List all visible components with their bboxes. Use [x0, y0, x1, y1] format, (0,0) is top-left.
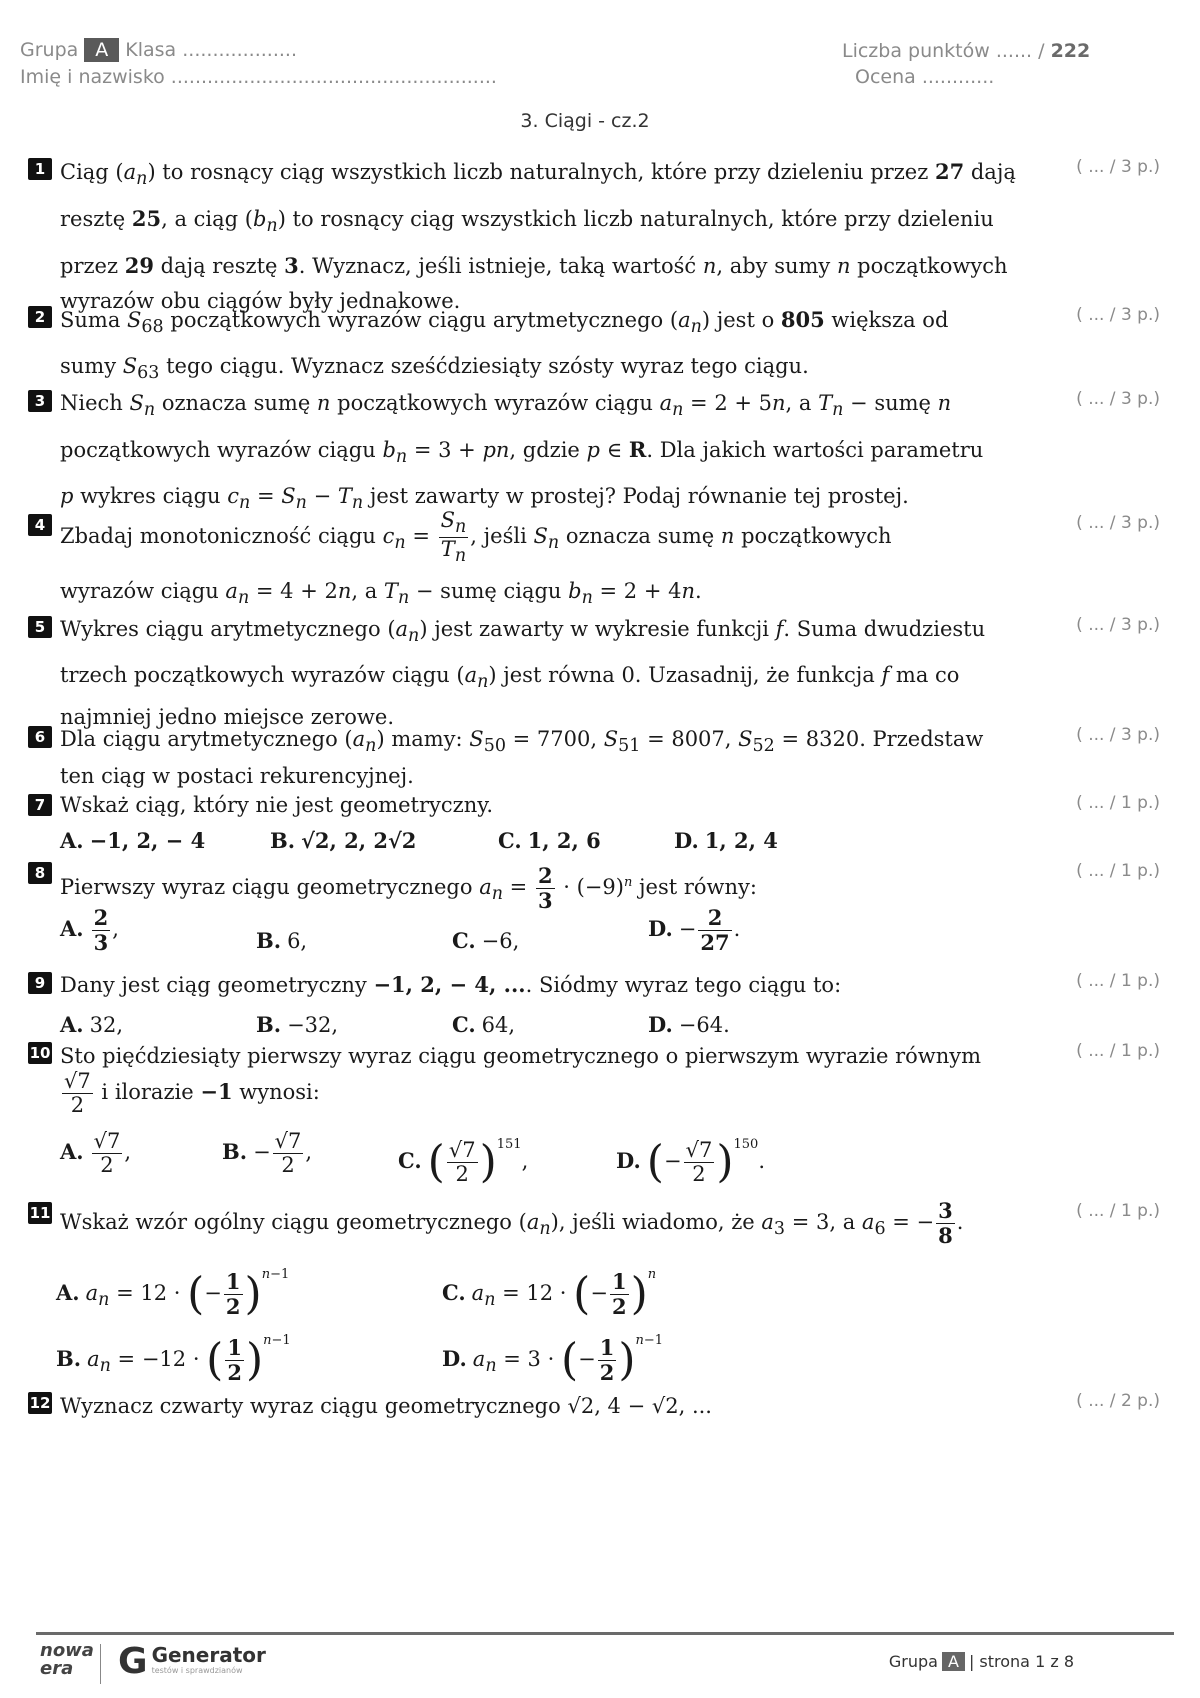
answer-b[interactable]: B. √2, 2, 2√2 [270, 828, 417, 853]
task-5 [28, 610, 1168, 730]
answer-d[interactable]: D. − $\frac{2}{27}$ . [648, 905, 741, 956]
task-number: 11 [29, 1204, 51, 1222]
header-group-row [20, 38, 297, 62]
task-number: 4 [28, 514, 52, 536]
answer-c[interactable]: C. $a_n = 12$ · (− $\frac{1}{2}$ )$^n$ [442, 1267, 657, 1320]
task-11 [28, 1196, 1168, 1386]
answer-d[interactable]: D. $a_n = 3$ · (− $\frac{1}{2}$ )$^{n-1}$ [442, 1333, 664, 1386]
grade-field: Ocena ............ [855, 66, 995, 88]
task-text: Wyznacz czwarty wyraz ciągu geometrycznego √2, 4 − √2, ... [60, 1394, 712, 1418]
task-points: ( ... / 1 p.) [1076, 861, 1160, 881]
task-7 [28, 788, 1168, 853]
answer-c[interactable]: C. 1, 2, 6 [498, 828, 601, 853]
student-name-field: Imię i nazwisko ...................................................... [20, 66, 497, 88]
task-points: ( ... / 3 p.) [1076, 389, 1160, 409]
answer-c[interactable]: C. ( $\frac{√7}{2}$ )$^{151}$, [398, 1136, 529, 1188]
task-points: ( ... / 1 p.) [1076, 1041, 1160, 1061]
task-2 [28, 300, 1168, 384]
task-number: 9 [28, 972, 52, 994]
page-title: 3. Ciągi - cz.2 [520, 110, 650, 132]
logo-separator [100, 1644, 101, 1684]
answer-a[interactable]: A. −1, 2, − 4 [60, 828, 206, 853]
task-text: Suma $S_{68}$ początkowych wyrazów ciągu arytmetycznego $(a_n)$ jest o 805 większa od sumy $S_{63}$ tego ciągu. Wyznacz sześćdziesiąty szósty wyraz tego ciągu. [60, 307, 949, 384]
task-text: Zbadaj monotoniczność ciągu $c_n$ = $\frac{S_n}{T_n}$ , jeśli $S_n$ oznacza sumę n początkowych wyrazów ciągu $a_n = 4 + 2n$, a $T_n$ − sumę ciągu $b_n = 2 + 4n$. [60, 507, 892, 609]
task-1 [28, 152, 1168, 314]
footer-page-info [889, 1652, 1074, 1671]
task-text: Dla ciągu arytmetycznego $(a_n)$ mamy: $S_{50} = 7700$, $S_{51} = 8007$, $S_{52} = 8320$. Przedstaw ten ciąg w postaci rekurencyjnej. [60, 727, 984, 789]
task-number: 2 [28, 306, 52, 328]
answer-d[interactable]: D. 1, 2, 4 [674, 828, 778, 853]
answer-b[interactable]: B. $a_n = -12$ · ( $\frac{1}{2}$ )$^{n-1}$ [56, 1333, 291, 1386]
answer-a[interactable]: A. $a_n = 12$ · (− $\frac{1}{2}$ )$^{n-1}$ [56, 1267, 290, 1320]
task-points: ( ... / 2 p.) [1076, 1391, 1160, 1411]
task-3 [28, 384, 1168, 514]
task-number: 10 [29, 1044, 51, 1062]
task-12 [28, 1386, 1168, 1436]
task-points: ( ... / 1 p.) [1076, 1201, 1160, 1221]
task-number: 8 [28, 862, 52, 884]
task-number: 6 [28, 726, 52, 748]
task-text: Wskaż wzór ogólny ciągu geometrycznego $(a_n)$, jeśli wiadomo, że $a_3 = 3$, a $a_6$ = − $\frac{3}{8}$ . [60, 1197, 964, 1248]
task-points: ( ... / 3 p.) [1076, 513, 1160, 533]
nowa-era-logo: nowa era [40, 1640, 94, 1679]
task-9 [28, 966, 1168, 1036]
task-4 [28, 508, 1168, 608]
task-number: 1 [28, 158, 52, 180]
answer-b[interactable]: B. 6, [256, 928, 308, 953]
task-text: Wykres ciągu arytmetycznego $(a_n)$ jest zawarty w wykresie funkcji f. Suma dwudziestu trzech początkowych wyrazów ciągu $(a_n)$ jest równa 0. Uzasadnij, że funkcja f ma co najmniej jedno miejsce zerowe. [60, 617, 986, 730]
footer-divider [36, 1632, 1174, 1635]
answer-d[interactable]: D. (− $\frac{√7}{2}$ )$^{150}$. [616, 1136, 765, 1188]
task-number: 12 [29, 1394, 51, 1412]
group-badge: A [84, 38, 119, 62]
answer-a[interactable]: A. $\frac{√7}{2}$ , [60, 1129, 132, 1178]
answer-a[interactable]: A. 32, [60, 1012, 124, 1037]
footer-group-badge: A [942, 1652, 965, 1671]
task-text: Niech $S_n$ oznacza sumę n początkowych wyrazów ciągu $a_n = 2 + 5n$, a $T_n$ − sumę n początkowych wyrazów ciągu $b_n = 3$ + pn, gdzie p ∈ R. Dla jakich wartości parametru p wykres ciągu $c_n = S_n - T_n$ jest zawarty w prostej? Podaj równanie tej prostej. [60, 391, 984, 514]
answer-b[interactable]: B. − $\frac{√7}{2}$ , [222, 1129, 313, 1178]
task-points: ( ... / 3 p.) [1076, 725, 1160, 745]
task-number: 7 [28, 794, 52, 816]
group-label: Grupa [20, 39, 79, 61]
task-10 [28, 1036, 1168, 1186]
generator-tagline: testów i sprawdzianów [151, 1666, 243, 1675]
class-field: Klasa ................... [125, 39, 297, 61]
answer-c[interactable]: C. −6, [452, 928, 520, 953]
task-number: 5 [28, 616, 52, 638]
task-8 [28, 856, 1168, 966]
task-6 [28, 720, 1168, 790]
task-text: Dany jest ciąg geometryczny −1, 2, − 4, .... Siódmy wyraz tego ciągu to: [60, 972, 842, 997]
task-number: 3 [28, 390, 52, 412]
footer-group-label: Grupa [888, 1652, 938, 1671]
task-points: ( ... / 3 p.) [1076, 305, 1160, 325]
points-label: Liczba punktów ...... / [842, 40, 1045, 62]
points-field [842, 40, 1090, 62]
answer-d[interactable]: D. −64. [648, 1012, 730, 1037]
task-text: Pierwszy wyraz ciągu geometrycznego $a_n$ = $\frac{2}{3}$ · $(-9)^n$ jest równy: [60, 862, 757, 913]
task-text: Ciąg $(a_n)$ to rosnący ciąg wszystkich liczb naturalnych, które przy dzieleniu przez 27 dają resztę 25, a ciąg $(b_n)$ to rosnący ciąg wszystkich liczb naturalnych, które przy dzieleniu przez 29 dają resztę 3. Wyznacz, jeśli istnieje, taką wartość n, aby sumy n początkowych wyrazów obu ciągów były jednakowe. [60, 159, 1016, 314]
task-points: ( ... / 1 p.) [1076, 971, 1160, 991]
task-points: ( ... / 1 p.) [1076, 793, 1160, 813]
task-text: Sto pięćdziesiąty pierwszy wyraz ciągu geometrycznego o pierwszym wyrazie równym $\frac{√7}{2}$ i ilorazie −1 wynosi: [60, 1044, 982, 1118]
task-text: Wskaż ciąg, który nie jest geometryczny. [60, 793, 493, 817]
points-total: 222 [1050, 40, 1091, 62]
generator-logo [118, 1641, 266, 1682]
answer-c[interactable]: C. 64, [452, 1012, 516, 1037]
task-points: ( ... / 3 p.) [1076, 157, 1160, 177]
answer-b[interactable]: B. −32, [256, 1012, 339, 1037]
generator-name: Generator [151, 1643, 266, 1667]
answer-a[interactable]: A. $\frac{2}{3}$ , [60, 905, 119, 956]
page-number: | strona 1 z 8 [968, 1652, 1074, 1671]
generator-g-icon: G [118, 1641, 148, 1682]
task-points: ( ... / 3 p.) [1076, 615, 1160, 635]
